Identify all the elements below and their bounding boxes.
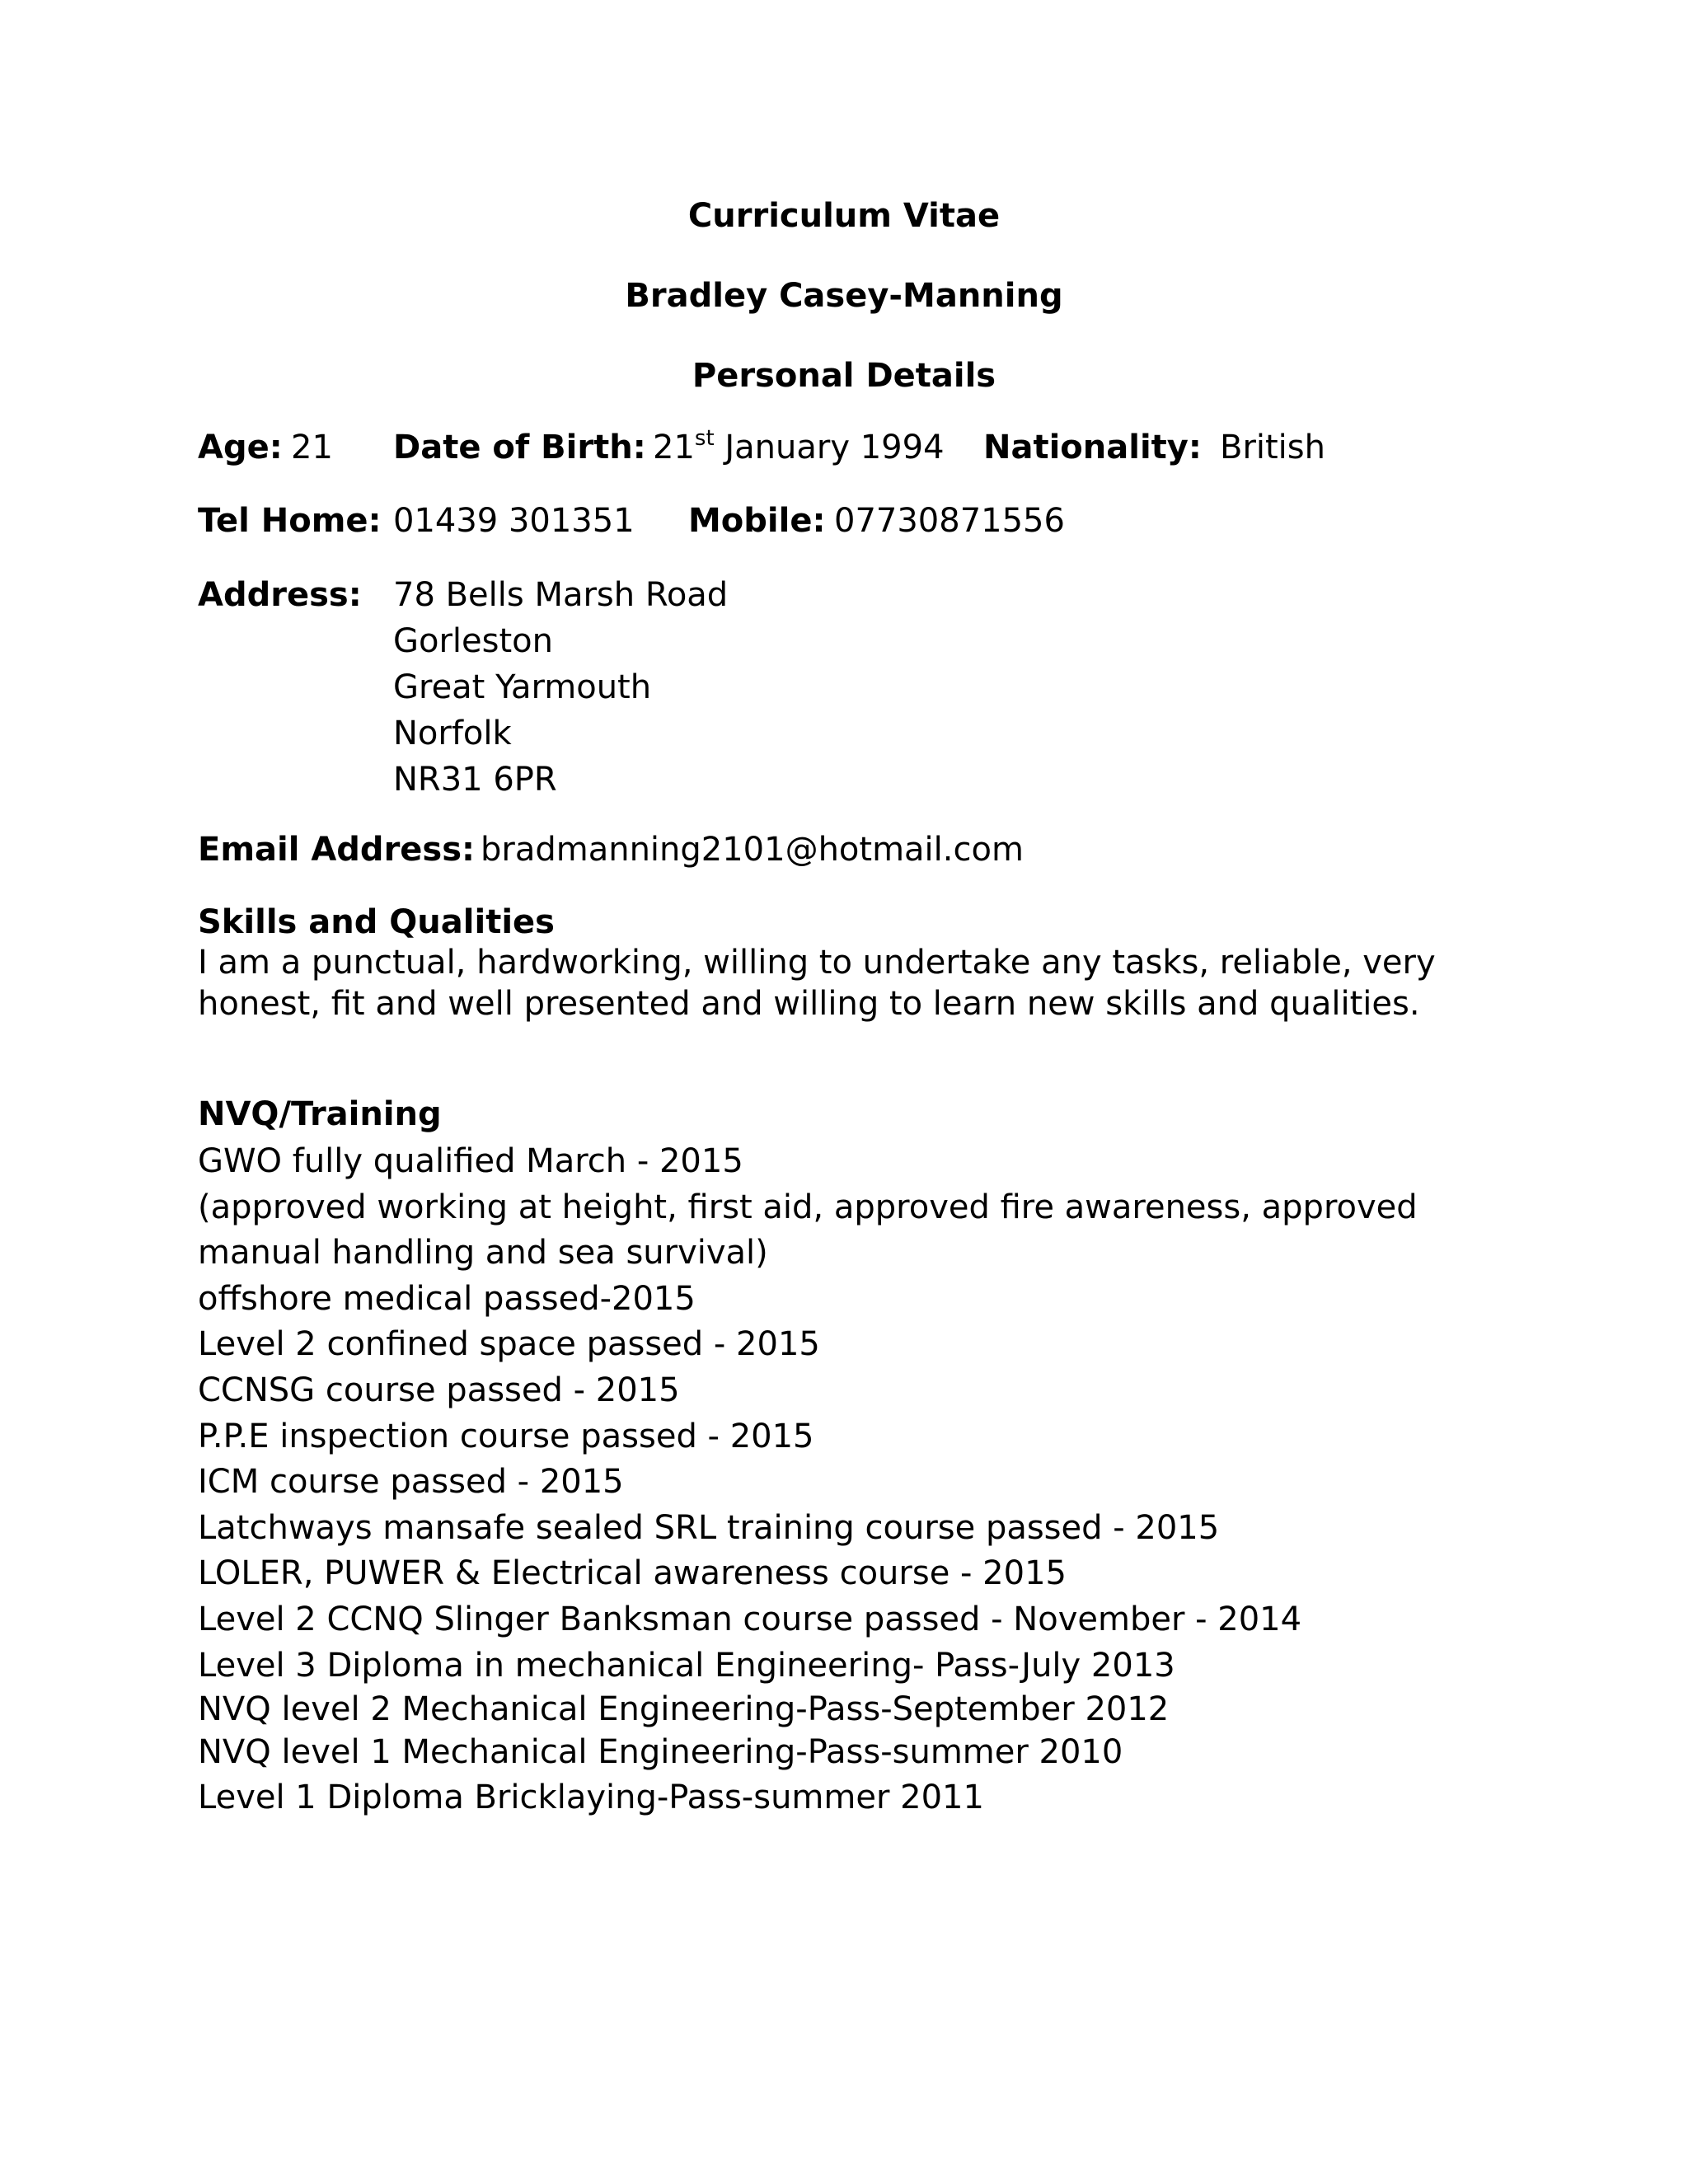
training-item: manual handling and sea survival) [198, 1234, 768, 1272]
training-heading: NVQ/Training [198, 1095, 442, 1133]
training-item: Latchways mansafe sealed SRL training course passed - 2015 [198, 1508, 1220, 1547]
skills-line: I am a punctual, hardworking, willing to undertake any tasks, reliable, very [198, 944, 1436, 982]
address-label: Address: [198, 576, 362, 614]
training-item: Level 2 confined space passed - 2015 [198, 1325, 820, 1364]
training-item: P.P.E inspection course passed - 2015 [198, 1417, 814, 1455]
mobile-value: 07730871556 [834, 502, 1065, 540]
nationality-label: Nationality: [983, 429, 1202, 466]
email-label: Email Address: [198, 831, 476, 869]
address-line: Great Yarmouth [393, 668, 652, 706]
tel-home-value: 01439 301351 [393, 502, 635, 540]
training-item: CCNSG course passed - 2015 [198, 1371, 680, 1409]
training-item: (approved working at height, first aid, approved fire awareness, approved [198, 1188, 1418, 1226]
personal-details-heading: Personal Details [692, 357, 996, 395]
address-line: Norfolk [393, 715, 512, 752]
training-item: ICM course passed - 2015 [198, 1463, 624, 1502]
training-item: NVQ level 1 Mechanical Engineering-Pass-summer 2010 [198, 1733, 1123, 1772]
training-list [198, 1139, 1418, 1821]
dob-label: Date of Birth: [393, 429, 646, 466]
tel-home-label: Tel Home: [198, 502, 382, 540]
skills-line: honest, fit and well presented and willing to learn new skills and qualities. [198, 985, 1420, 1023]
skills-heading: Skills and Qualities [198, 903, 555, 941]
dob-value: 21st January 1994 [653, 426, 945, 466]
training-item: GWO fully qualified March - 2015 [198, 1142, 743, 1180]
training-item: Level 3 Diploma in mechanical Engineering- Pass-July 2013 [198, 1646, 1175, 1685]
address-line: Gorleston [393, 622, 553, 660]
training-item: Level 2 CCNQ Slinger Banksman course passed - November - 2014 [198, 1600, 1302, 1638]
address-line: NR31 6PR [393, 761, 557, 799]
age-label: Age: [198, 429, 283, 466]
training-item: Level 1 Diploma Bricklaying-Pass-summer 2011 [198, 1779, 984, 1817]
training-item: offshore medical passed-2015 [198, 1279, 696, 1318]
skills-paragraph [198, 942, 1436, 1024]
address-line: 78 Bells Marsh Road [393, 576, 729, 614]
training-item: NVQ level 2 Mechanical Engineering-Pass-September 2012 [198, 1690, 1170, 1729]
document-title: Curriculum Vitae [687, 197, 1001, 235]
mobile-label: Mobile: [688, 502, 826, 540]
nationality-value: British [1220, 429, 1325, 466]
age-value: 21 [291, 429, 333, 466]
email-value: bradmanning2101@hotmail.com [481, 831, 1024, 869]
candidate-name: Bradley Casey-Manning [625, 277, 1063, 315]
training-item: LOLER, PUWER & Electrical awareness course - 2015 [198, 1554, 1067, 1593]
address-block [393, 572, 728, 803]
